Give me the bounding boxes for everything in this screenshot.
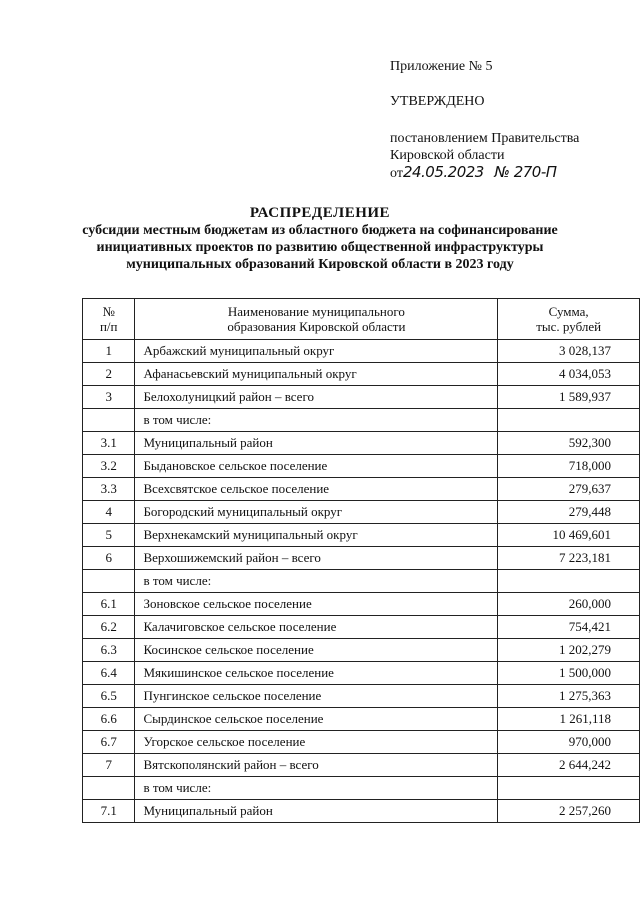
header-name: Наименование муниципального образования Кировской области — [135, 299, 498, 340]
row-sum: 1 275,363 — [498, 685, 640, 708]
row-sum: 279,637 — [498, 478, 640, 501]
table-row — [83, 685, 640, 708]
row-number: 3.2 — [83, 455, 135, 478]
row-number: 3 — [83, 386, 135, 409]
document-title: РАСПРЕДЕЛЕНИЕ — [249, 205, 391, 221]
row-name: в том числе: — [135, 777, 498, 800]
appendix-label: Приложение № 5 — [390, 59, 493, 74]
row-number: 7.1 — [83, 800, 135, 823]
row-number: 1 — [83, 340, 135, 363]
row-name: в том числе: — [135, 570, 498, 593]
row-name: Косинское сельское поселение — [135, 639, 498, 662]
table-row — [83, 547, 640, 570]
row-name: Угорское сельское поселение — [135, 731, 498, 754]
row-name: Афанасьевский муниципальный округ — [135, 363, 498, 386]
decree-date: 24.05.2023 — [402, 163, 484, 181]
row-number — [83, 409, 135, 432]
table-row — [83, 731, 640, 754]
row-number — [83, 777, 135, 800]
row-name: Мякишинское сельское поселение — [135, 662, 498, 685]
row-name: Белохолуницкий район – всего — [135, 386, 498, 409]
row-name: Муниципальный район — [135, 800, 498, 823]
row-sum: 4 034,053 — [498, 363, 640, 386]
row-number: 2 — [83, 363, 135, 386]
table-row — [83, 340, 640, 363]
table-row — [83, 754, 640, 777]
heading-line-2: инициативных проектов по развитию общественной инфраструктуры — [96, 240, 544, 255]
row-name: Калачиговское сельское поселение — [135, 616, 498, 639]
table-row — [83, 777, 640, 800]
row-number: 4 — [83, 501, 135, 524]
row-sum: 754,421 — [498, 616, 640, 639]
row-number: 6.7 — [83, 731, 135, 754]
row-name: Верхнекамский муниципальный округ — [135, 524, 498, 547]
table-row — [83, 708, 640, 731]
heading-line-3: муниципальных образований Кировской области в 2023 году — [126, 257, 514, 272]
distribution-table — [82, 298, 640, 823]
row-sum: 10 469,601 — [498, 524, 640, 547]
approved-by-line2: Кировской области — [390, 148, 505, 163]
table-row — [83, 409, 640, 432]
table-row — [83, 570, 640, 593]
row-name: Вятскополянский район – всего — [135, 754, 498, 777]
row-name: Арбажский муниципальный округ — [135, 340, 498, 363]
row-name: Быдановское сельское поселение — [135, 455, 498, 478]
row-number: 7 — [83, 754, 135, 777]
table-row — [83, 478, 640, 501]
row-name: в том числе: — [135, 409, 498, 432]
row-sum — [498, 409, 640, 432]
table-row — [83, 662, 640, 685]
row-number: 6.3 — [83, 639, 135, 662]
row-number: 3.3 — [83, 478, 135, 501]
decree-number: № 270-П — [494, 163, 557, 181]
header-number: № п/п — [83, 299, 135, 340]
row-sum: 592,300 — [498, 432, 640, 455]
row-number: 6.1 — [83, 593, 135, 616]
row-name: Богородский муниципальный округ — [135, 501, 498, 524]
table-row — [83, 524, 640, 547]
row-sum: 3 028,137 — [498, 340, 640, 363]
table-header-row — [83, 299, 640, 340]
approval-block — [390, 58, 630, 182]
table-row — [83, 593, 640, 616]
row-name: Муниципальный район — [135, 432, 498, 455]
row-sum: 7 223,181 — [498, 547, 640, 570]
row-sum: 1 202,279 — [498, 639, 640, 662]
decree-date-line — [390, 164, 630, 182]
row-name: Зоновское сельское поселение — [135, 593, 498, 616]
row-sum: 1 500,000 — [498, 662, 640, 685]
row-sum: 1 589,937 — [498, 386, 640, 409]
row-name: Верхошижемский район – всего — [135, 547, 498, 570]
row-name: Всехсвятское сельское поселение — [135, 478, 498, 501]
table-row — [83, 639, 640, 662]
row-sum: 2 257,260 — [498, 800, 640, 823]
row-sum — [498, 570, 640, 593]
table-row — [83, 386, 640, 409]
row-number: 6.4 — [83, 662, 135, 685]
row-sum: 2 644,242 — [498, 754, 640, 777]
row-number: 6.5 — [83, 685, 135, 708]
row-sum: 718,000 — [498, 455, 640, 478]
table-row — [83, 363, 640, 386]
row-number: 6.2 — [83, 616, 135, 639]
from-label: от — [390, 166, 403, 181]
approved-by-line1: постановлением Правительства — [390, 131, 580, 146]
row-sum — [498, 777, 640, 800]
row-sum: 970,000 — [498, 731, 640, 754]
row-sum: 1 261,118 — [498, 708, 640, 731]
row-number: 3.1 — [83, 432, 135, 455]
heading-line-1: субсидии местным бюджетам из областного бюджета на софинансирование — [82, 223, 558, 238]
header-sum: Сумма, тыс. рублей — [498, 299, 640, 340]
row-name: Пунгинское сельское поселение — [135, 685, 498, 708]
table-row — [83, 616, 640, 639]
row-number — [83, 570, 135, 593]
table-row — [83, 432, 640, 455]
document-heading — [0, 205, 640, 273]
table-row — [83, 800, 640, 823]
row-sum: 260,000 — [498, 593, 640, 616]
table-row — [83, 501, 640, 524]
row-number: 5 — [83, 524, 135, 547]
row-number: 6.6 — [83, 708, 135, 731]
approved-label: УТВЕРЖДЕНО — [390, 94, 485, 109]
row-sum: 279,448 — [498, 501, 640, 524]
table-row — [83, 455, 640, 478]
row-name: Сырдинское сельское поселение — [135, 708, 498, 731]
row-number: 6 — [83, 547, 135, 570]
